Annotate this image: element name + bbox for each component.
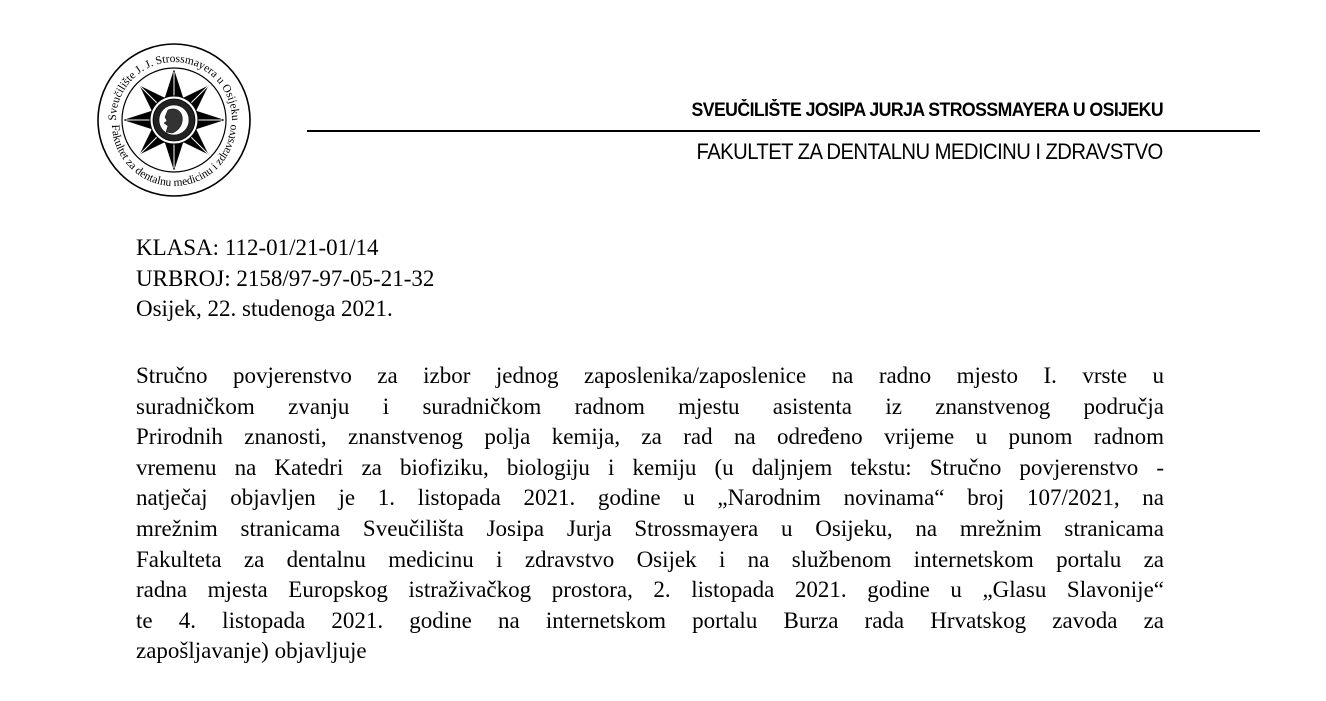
- urbroj-line: URBROJ: 2158/97-97-05-21-32: [136, 265, 435, 291]
- paragraph-line: vremenu na Katedri za biofiziku, biologiju i kemiju (u daljnjem tekstu: Stručno povjerenstvo -: [136, 454, 1164, 480]
- document-meta: [136, 233, 434, 325]
- paragraph-line: Stručno povjerenstvo za izbor jednog zaposlenika/zaposlenice na radno mjesto I. vrste u: [136, 363, 1164, 388]
- klasa-line: KLASA: 112-01/21-01/14: [136, 235, 379, 260]
- paragraph-line: natječaj objavljen je 1. listopada 2021. godine u „Narodnim novinama“ broj 107/2021, na: [136, 485, 1164, 511]
- svg-text:Sveučilište J. J. Strossmayera: Sveučilište J. J. Strossmayera u Osijeku: [106, 52, 242, 121]
- svg-text:Fakultet za dentalnu medicinu: Fakultet za dentalnu medicinu i zdravstvo: [108, 124, 240, 190]
- university-seal-logo: [94, 42, 254, 198]
- university-name-heading: SVEUČILIŠTE JOSIPA JURJA STROSSMAYERA U OSIJEKU: [691, 100, 1163, 121]
- paragraph-line: radna mjesta Europskog istraživačkog prostora, 2. listopada 2021. godine u „Glasu Slavonije“: [136, 577, 1164, 603]
- paragraph-line: zapošljavanje) objavljuje: [136, 638, 367, 664]
- paragraph-line: Fakulteta za dentalnu medicinu i zdravstvo Osijek i na službenom internetskom portalu za: [136, 546, 1164, 572]
- place-date-line: Osijek, 22. studenoga 2021.: [136, 296, 393, 321]
- university-seal-icon: [94, 42, 254, 198]
- faculty-name-heading: FAKULTET ZA DENTALNU MEDICINU I ZDRAVSTVO: [696, 139, 1163, 164]
- paragraph-line: mrežnim stranicama Sveučilišta Josipa Jurja Strossmayera u Osijeku, na mrežnim stranicama: [136, 515, 1164, 541]
- header-divider: [307, 130, 1260, 132]
- announcement-paragraph: [136, 361, 1164, 667]
- paragraph-line: Prirodnih znanosti, znanstvenog polja kemija, za rad na određeno vrijeme u punom radnom: [136, 424, 1164, 450]
- paragraph-line: te 4. listopada 2021. godine na internetskom portalu Burza rada Hrvatskog zavoda za: [136, 607, 1164, 633]
- paragraph-line: suradničkom zvanju i suradničkom radnom mjestu asistenta iz znanstvenog područja: [136, 393, 1164, 419]
